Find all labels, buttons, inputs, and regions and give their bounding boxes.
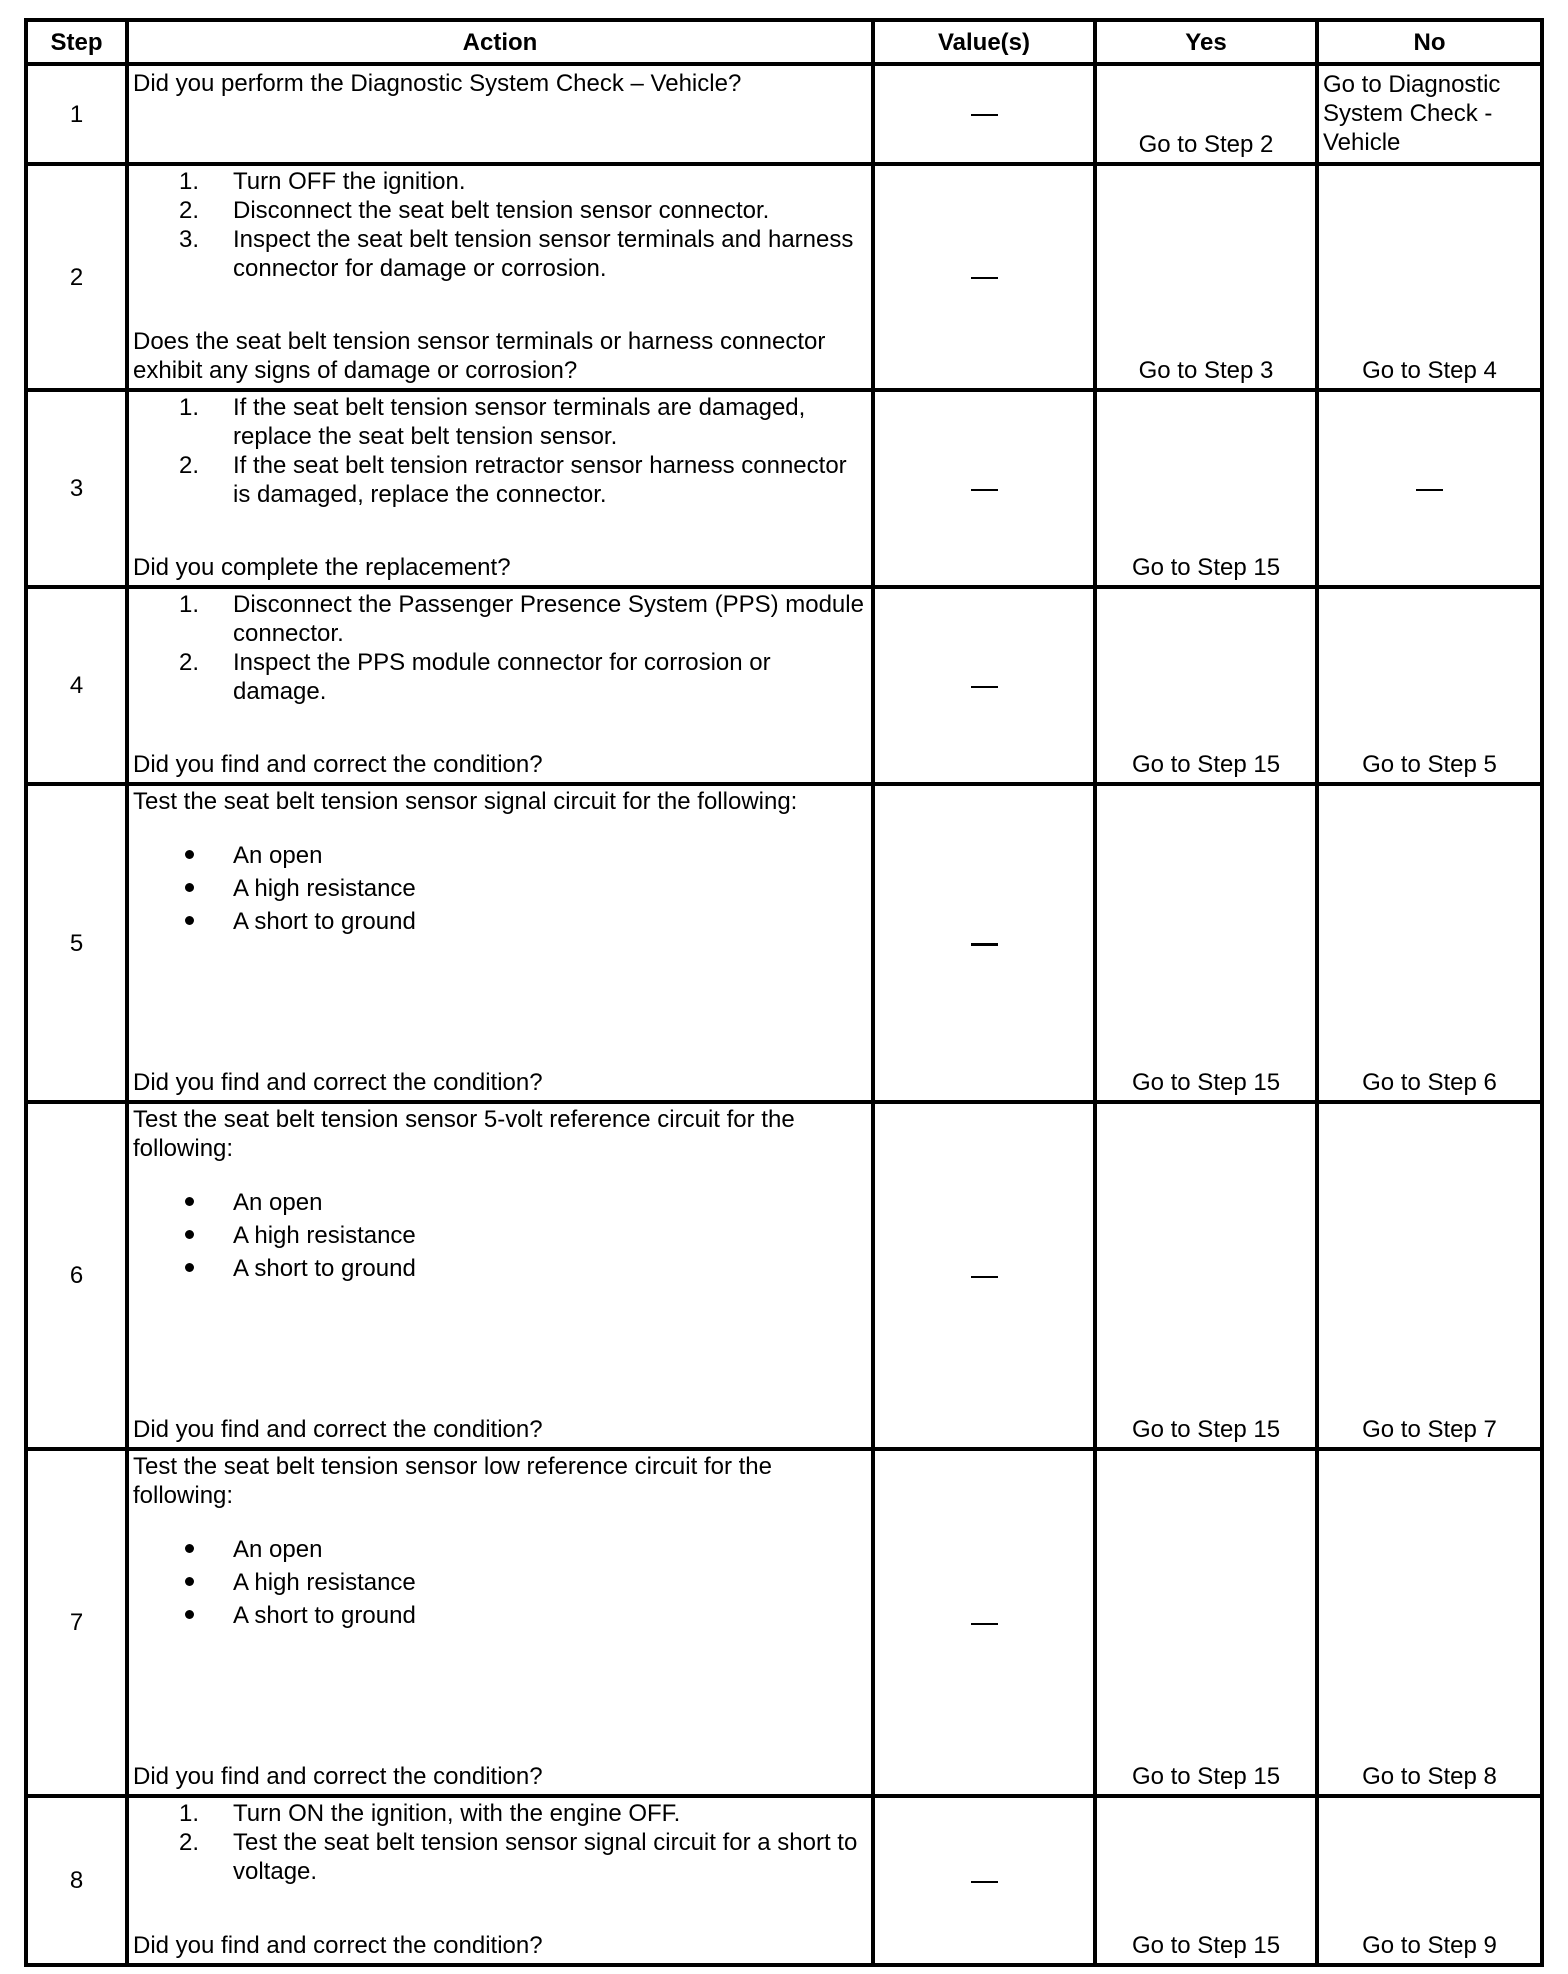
no-cell: Go to Step 8 — [1317, 1449, 1542, 1796]
bullet-list — [133, 1533, 865, 1632]
value-dash — [971, 489, 998, 491]
no-cell: Go to Step 9 — [1317, 1796, 1542, 1965]
step-number: 1 — [26, 64, 127, 164]
header-values: Value(s) — [873, 20, 1095, 64]
yes-cell: Go to Step 15 — [1095, 390, 1317, 587]
table-row — [26, 390, 1542, 587]
no-cell: Go to Diagnostic System Check - Vehicle — [1317, 64, 1542, 164]
step-number: 4 — [26, 587, 127, 784]
action-question: Did you perform the Diagnostic System Check – Vehicle? — [133, 70, 742, 97]
value-cell — [873, 1796, 1095, 1965]
no-cell: Go to Step 6 — [1317, 784, 1542, 1102]
step-number: 8 — [26, 1796, 127, 1965]
list-item: An open — [133, 1186, 865, 1219]
no-dash — [1416, 489, 1443, 491]
value-dash — [971, 943, 998, 946]
action-cell — [127, 64, 873, 164]
step-number: 3 — [26, 390, 127, 587]
action-intro: Test the seat belt tension sensor 5-volt reference circuit for the following: — [133, 1106, 795, 1162]
value-dash — [971, 1276, 998, 1278]
header-yes: Yes — [1095, 20, 1317, 64]
list-item: 1. Turn OFF the ignition. — [179, 168, 466, 195]
table-row — [26, 1449, 1542, 1796]
numbered-list — [133, 1799, 865, 1886]
table-row — [26, 784, 1542, 1102]
diagnostic-table — [24, 18, 1544, 1967]
list-item: A short to ground — [133, 905, 865, 938]
no-cell — [1317, 390, 1542, 587]
value-cell — [873, 1102, 1095, 1449]
value-cell — [873, 587, 1095, 784]
action-question: Did you find and correct the condition? — [133, 1416, 543, 1443]
list-item: 3. Inspect the seat belt tension sensor terminals and harness connector for damage or corrosion. — [179, 226, 854, 282]
table-row — [26, 1796, 1542, 1965]
list-item: An open — [133, 1533, 865, 1566]
list-item: 1. Turn ON the ignition, with the engine OFF. — [179, 1800, 681, 1827]
action-cell — [127, 784, 873, 1102]
bullet-list — [133, 839, 865, 938]
header-step: Step — [26, 20, 127, 64]
action-cell — [127, 1449, 873, 1796]
list-item: 2. Disconnect the seat belt tension sensor connector. — [179, 197, 770, 224]
header-row — [26, 20, 1542, 64]
action-cell — [127, 587, 873, 784]
numbered-list — [133, 167, 865, 283]
list-item: An open — [133, 839, 865, 872]
step-number: 6 — [26, 1102, 127, 1449]
header-no: No — [1317, 20, 1542, 64]
value-cell — [873, 64, 1095, 164]
table-row — [26, 164, 1542, 390]
table-row — [26, 64, 1542, 164]
value-cell — [873, 164, 1095, 390]
list-item: 1. If the seat belt tension sensor terminals are damaged, replace the seat belt tension sensor. — [179, 394, 806, 450]
yes-cell: Go to Step 15 — [1095, 1449, 1317, 1796]
list-item: 2. Test the seat belt tension sensor signal circuit for a short to voltage. — [179, 1829, 858, 1885]
yes-cell: Go to Step 15 — [1095, 587, 1317, 784]
action-cell — [127, 1796, 873, 1965]
value-dash — [971, 1623, 998, 1625]
action-question: Did you find and correct the condition? — [133, 1763, 543, 1790]
action-intro: Test the seat belt tension sensor low reference circuit for the following: — [133, 1453, 772, 1509]
step-number: 5 — [26, 784, 127, 1102]
list-item: 2. If the seat belt tension retractor sensor harness connector is damaged, replace the connector. — [179, 452, 847, 508]
value-dash — [971, 114, 998, 116]
action-question: Did you find and correct the condition? — [133, 1932, 543, 1959]
bullet-list — [133, 1186, 865, 1285]
yes-cell: Go to Step 15 — [1095, 1796, 1317, 1965]
step-number: 7 — [26, 1449, 127, 1796]
value-cell — [873, 784, 1095, 1102]
action-question: Did you find and correct the condition? — [133, 751, 543, 778]
value-dash — [971, 686, 998, 688]
table-row — [26, 587, 1542, 784]
action-intro: Test the seat belt tension sensor signal circuit for the following: — [133, 788, 798, 815]
step-number: 2 — [26, 164, 127, 390]
action-cell — [127, 1102, 873, 1449]
no-cell: Go to Step 5 — [1317, 587, 1542, 784]
action-question: Does the seat belt tension sensor terminals or harness connector exhibit any signs of damage or corrosion? — [133, 328, 826, 384]
list-item: A short to ground — [133, 1252, 865, 1285]
list-item: 2. Inspect the PPS module connector for corrosion or damage. — [179, 649, 771, 705]
yes-cell: Go to Step 15 — [1095, 784, 1317, 1102]
list-item: 1. Disconnect the Passenger Presence System (PPS) module connector. — [179, 591, 864, 647]
action-cell — [127, 164, 873, 390]
value-dash — [971, 1881, 998, 1883]
table-row — [26, 1102, 1542, 1449]
header-action: Action — [127, 20, 873, 64]
yes-cell: Go to Step 3 — [1095, 164, 1317, 390]
value-cell — [873, 1449, 1095, 1796]
value-dash — [971, 277, 998, 279]
action-question: Did you complete the replacement? — [133, 554, 511, 581]
no-cell: Go to Step 4 — [1317, 164, 1542, 390]
yes-cell: Go to Step 2 — [1095, 64, 1317, 164]
numbered-list — [133, 590, 865, 706]
value-cell — [873, 390, 1095, 587]
action-question: Did you find and correct the condition? — [133, 1069, 543, 1096]
yes-cell: Go to Step 15 — [1095, 1102, 1317, 1449]
no-cell: Go to Step 7 — [1317, 1102, 1542, 1449]
action-cell — [127, 390, 873, 587]
numbered-list — [133, 393, 865, 509]
list-item: A short to ground — [133, 1599, 865, 1632]
list-item: A high resistance — [133, 1566, 865, 1599]
list-item: A high resistance — [133, 872, 865, 905]
list-item: A high resistance — [133, 1219, 865, 1252]
